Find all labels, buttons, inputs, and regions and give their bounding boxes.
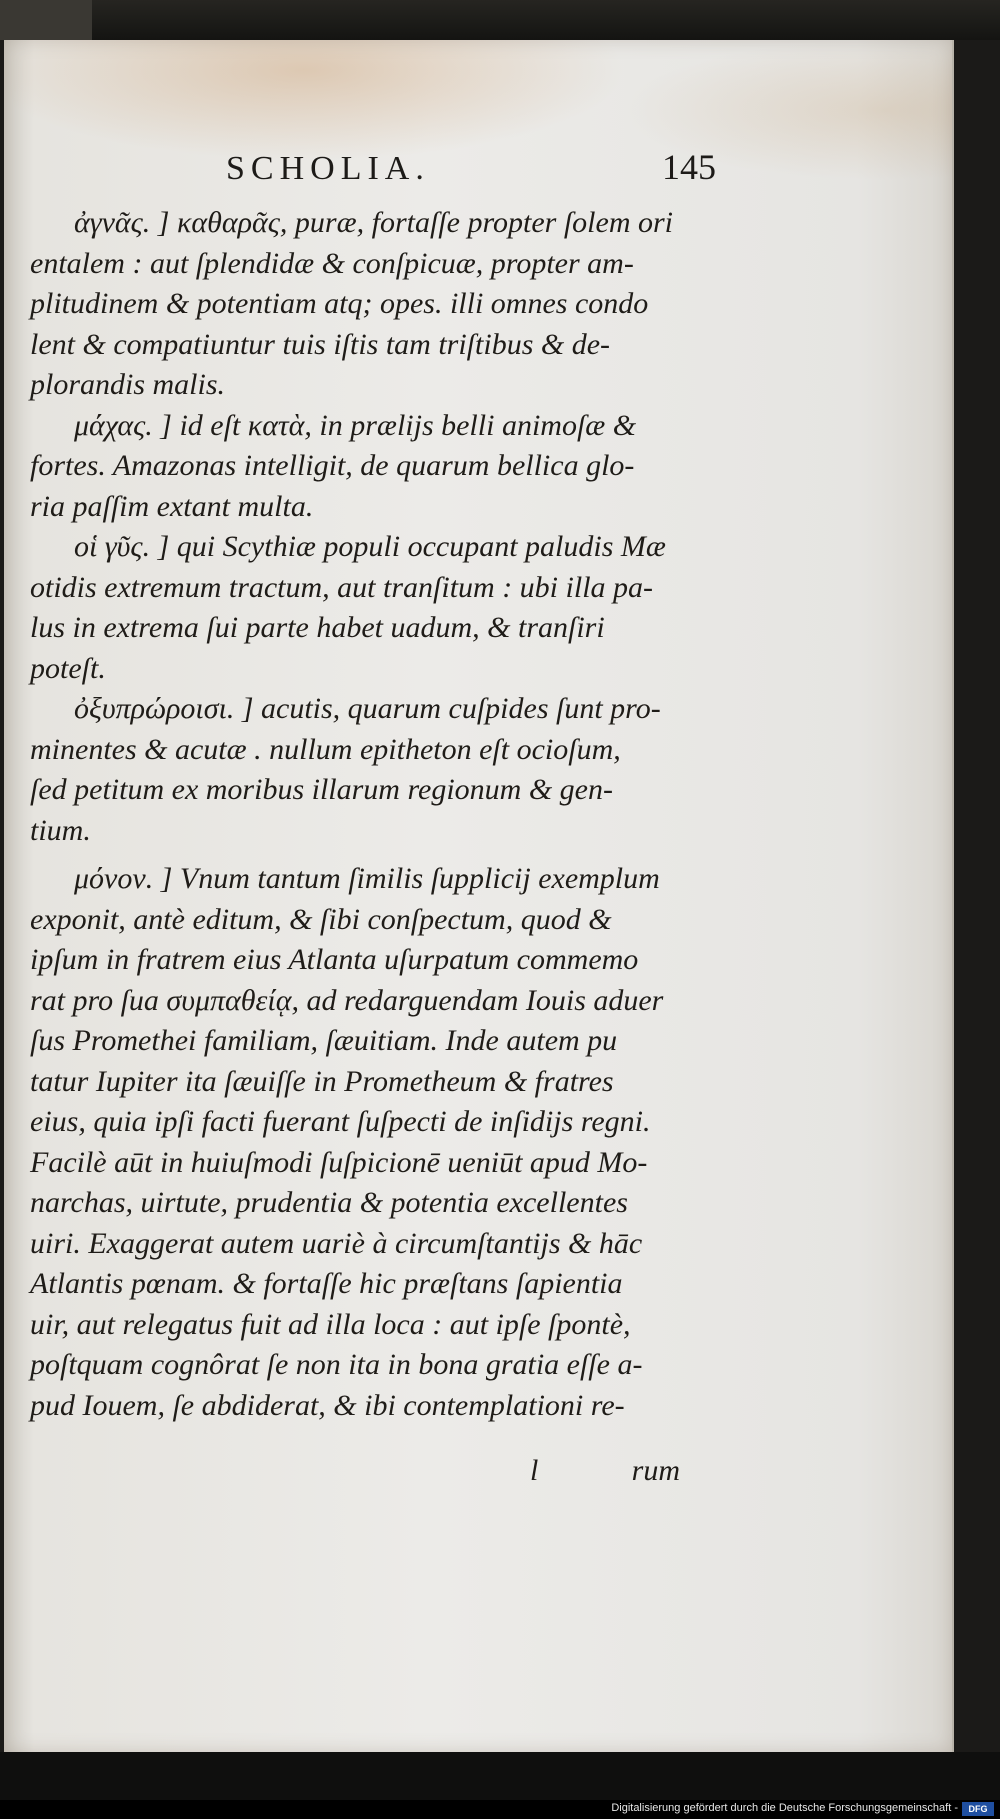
signature-mark: l [530,1454,539,1487]
text-line: Atlantis pœnam. & fortaſſe hic præſtans ſapientia [30,1267,623,1300]
text-line: ὀξυπρώροισι. ] acutis, quarum cuſpides ſunt pro- [74,692,661,725]
text-line: ἀγνᾶς. ] καθαρᾶς, puræ, fortaſſe propter ſolem ori [74,206,673,239]
catchword-line [530,1454,680,1494]
paragraph-gap [30,851,690,859]
scan-frame-bottom [0,1752,1000,1800]
text-line: uiri. Exaggerat autem uariè à circumſtantijs & hāc [30,1226,643,1260]
text-line: minentes & acutæ . nullum epitheton eſt ocioſum, [30,732,621,766]
text-line: exponit, antè editum, & ſibi conſpectum, quod & [30,902,612,936]
text-line: οἱ γῦς. ] qui Scythiæ populi occupant paludis Mæ [74,530,666,563]
text-line: narchas, uirtute, prudentia & potentia excellentes [30,1186,628,1219]
text-line: pud Iouem, ſe abdiderat, & ibi contemplationi re- [30,1388,625,1422]
text-line: ſed petitum ex moribus illarum regionum & gen- [30,773,613,806]
text-line: eius, quia ipſi facti fuerant ſuſpecti de inſidijs regni. [30,1105,651,1138]
text-line: otidis extremum tractum, aut tranſitum : ubi illa pa- [30,570,654,604]
text-line: entalem : aut ſplendidæ & conſpicuæ, propter am- [30,246,634,280]
text-line: poſtquam cognôrat ſe non ita in bona gratia eſſe a- [30,1348,643,1381]
scan-frame-top [0,0,1000,40]
running-title: SCHOLIA. [226,150,430,187]
text-line: tium. [30,813,91,847]
book-page [4,40,954,1752]
text-line: Facilè aūt in huiuſmodi ſuſpicionē ueniūt apud Mo- [30,1145,648,1179]
digitization-notice: Digitalisierung gefördert durch die Deutsche Forschungsgemeinschaft - [611,1802,958,1814]
text-line: uir, aut relegatus fuit ad illa loca : aut ipſe ſpontè, [30,1307,631,1341]
text-line: fortes. Amazonas intelligit, de quarum bellica glo- [30,449,635,482]
scholia-text [30,203,690,1426]
dfg-logo-icon: DFG [962,1802,994,1816]
text-line: plorandis malis. [30,368,226,401]
text-line: ria paſſim extant multa. [30,489,314,523]
text-line: tatur Iupiter ita ſæuiſſe in Prometheum & fratres [30,1064,614,1098]
digitization-footer [0,1800,1000,1819]
catchword: rum [631,1454,680,1487]
text-line: poteſt. [30,651,106,685]
page-header [226,147,716,194]
text-line: ipſum in fratrem eius Atlanta uſurpatum commemo [30,943,639,976]
scan-frame-tab [0,0,92,40]
text-line: μάχας. ] id eſt κατὰ, in prælijs belli animoſæ & [74,408,637,442]
page-number: 145 [662,147,716,187]
text-line: μόνον. ] Vnum tantum ſimilis ſupplicij exemplum [74,862,660,895]
text-line: lus in extrema ſui parte habet uadum, & tranſiri [30,611,605,644]
text-line: lent & compatiuntur tuis iſtis tam triſtibus & de- [30,327,611,361]
text-line: ſus Promethei familiam, ſæuitiam. Inde autem pu [30,1024,618,1057]
text-line: rat pro ſua συμπαθείᾳ, ad redarguendam Iouis aduer [30,983,664,1017]
text-line: plitudinem & potentiam atq; opes. illi omnes condo [30,287,649,320]
